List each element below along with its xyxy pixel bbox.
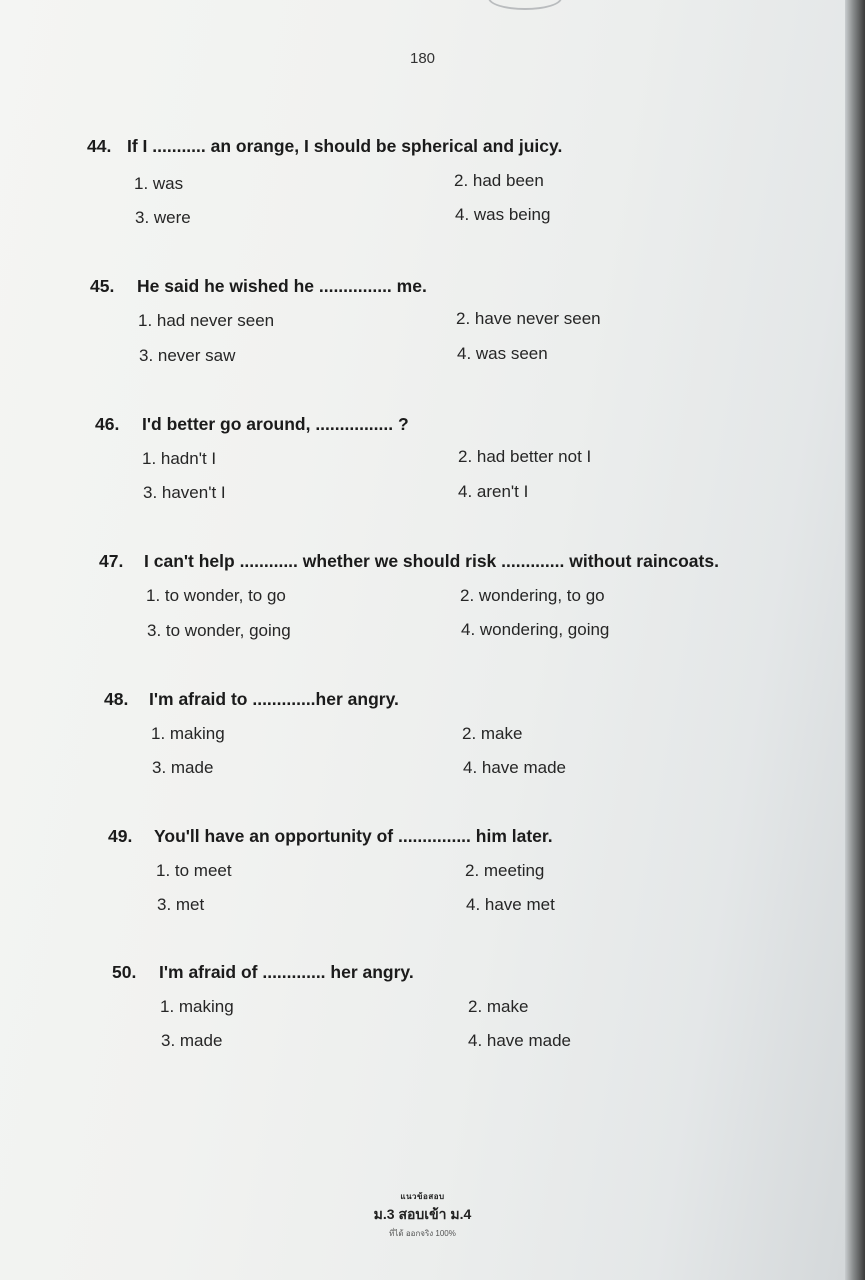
question-number: 45. — [90, 276, 115, 296]
option-2: 2. make — [462, 724, 523, 743]
footer-title: ม.3 สอบเข้า ม.4 — [373, 1206, 472, 1222]
question-number: 48. — [104, 689, 129, 709]
option-4: 4. was being — [455, 205, 551, 224]
question-44 — [87, 136, 562, 157]
option-1: 1. to wonder, to go — [146, 586, 286, 605]
question-text: He said he wished he ............... me. — [137, 276, 427, 296]
option-3: 3. met — [157, 895, 205, 914]
question-stem — [87, 136, 562, 157]
option-3: 3. were — [135, 208, 191, 227]
option-1: 1. making — [160, 997, 234, 1016]
option-4: 4. wondering, going — [461, 620, 610, 639]
option-3: 3. made — [161, 1031, 223, 1050]
question-stem — [90, 276, 427, 297]
option-3: 3. haven't I — [143, 483, 226, 502]
page-edge-shadow — [845, 0, 865, 1280]
question-stem — [99, 551, 719, 572]
footer-series: แนวข้อสอบ — [400, 1192, 445, 1201]
question-text: You'll have an opportunity of ............... him later. — [154, 826, 553, 846]
question-stem — [104, 689, 399, 710]
option-3: 3. made — [152, 758, 214, 777]
question-50 — [112, 962, 414, 983]
footer-tagline: ที่ได้ ออกจริง 100% — [389, 1229, 456, 1238]
page-number: 180 — [409, 50, 436, 67]
option-1: 1. hadn't I — [142, 449, 217, 468]
option-4: 4. was seen — [457, 344, 548, 363]
question-45 — [90, 276, 427, 297]
question-number: 47. — [99, 551, 124, 571]
option-3: 3. never saw — [139, 346, 236, 365]
option-2: 2. have never seen — [456, 309, 601, 328]
question-number: 49. — [108, 826, 133, 846]
binding-mark — [488, 0, 562, 10]
question-text: I can't help ............ whether we should risk ............. without raincoats. — [144, 551, 719, 571]
option-1: 1. had never seen — [138, 311, 275, 330]
question-text: I'd better go around, ................ ? — [142, 414, 409, 434]
option-1: 1. making — [151, 724, 225, 743]
option-4: 4. have made — [468, 1031, 572, 1050]
question-number: 50. — [112, 962, 137, 982]
option-4: 4. have made — [463, 758, 567, 777]
option-2: 2. meeting — [465, 861, 545, 880]
question-46 — [95, 414, 409, 435]
question-47 — [99, 551, 719, 572]
question-49 — [108, 826, 553, 847]
option-1: 1. to meet — [156, 861, 232, 880]
option-2: 2. wondering, to go — [460, 586, 605, 605]
question-number: 46. — [95, 414, 120, 434]
option-1: 1. was — [134, 174, 184, 193]
option-4: 4. have met — [466, 895, 555, 914]
question-number: 44. — [87, 136, 112, 156]
book-footer — [0, 1190, 845, 1240]
option-2: 2. make — [468, 997, 529, 1016]
question-stem — [112, 962, 414, 983]
option-4: 4. aren't I — [458, 482, 529, 501]
question-stem — [108, 826, 553, 847]
question-text: If I ........... an orange, I should be spherical and juicy. — [127, 136, 563, 156]
question-text: I'm afraid to .............her angry. — [149, 689, 399, 709]
question-text: I'm afraid of ............. her angry. — [159, 962, 414, 982]
question-stem — [95, 414, 409, 435]
question-48 — [104, 689, 399, 710]
option-3: 3. to wonder, going — [147, 621, 291, 640]
option-2: 2. had been — [454, 171, 544, 190]
option-2: 2. had better not I — [458, 447, 592, 466]
